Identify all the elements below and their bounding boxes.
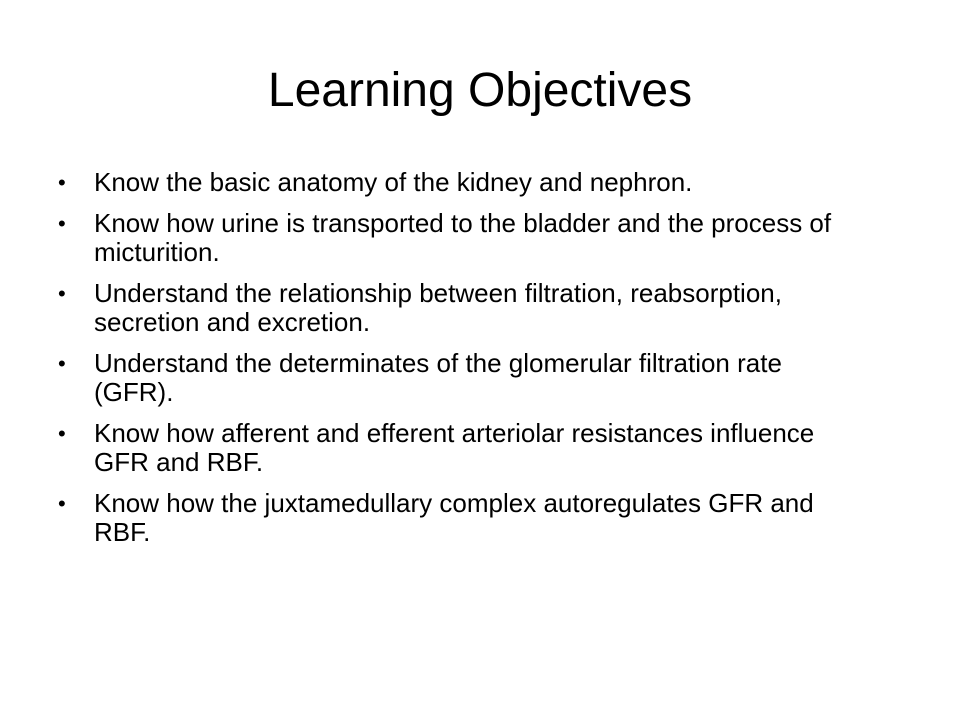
list-item: [58, 279, 858, 337]
bullet-icon: •: [58, 170, 66, 195]
list-item: [58, 209, 858, 267]
list-item: [58, 419, 858, 477]
bullet-icon: •: [58, 421, 66, 446]
list-item: [58, 168, 858, 197]
list-item-text: Understand the determinates of the glomerular filtration rate (GFR).: [94, 348, 782, 407]
bullet-icon: •: [58, 491, 66, 516]
list-item-text: Know how afferent and efferent arteriolar resistances influence GFR and RBF.: [94, 418, 815, 477]
slide-title: Learning Objectives: [267, 64, 693, 117]
list-item-text: Know the basic anatomy of the kidney and nephron.: [94, 167, 693, 197]
list-item-text: Know how the juxtamedullary complex autoregulates GFR and RBF.: [94, 488, 814, 547]
bullet-icon: •: [58, 211, 66, 236]
list-item: [58, 349, 858, 407]
bullet-list: [58, 168, 858, 559]
list-item: [58, 489, 858, 547]
list-item-text: Know how urine is transported to the bladder and the process of micturition.: [94, 208, 832, 267]
bullet-icon: •: [58, 351, 66, 376]
bullet-icon: •: [58, 281, 66, 306]
list-item-text: Understand the relationship between filtration, reabsorption, secretion and excretion.: [94, 278, 782, 337]
